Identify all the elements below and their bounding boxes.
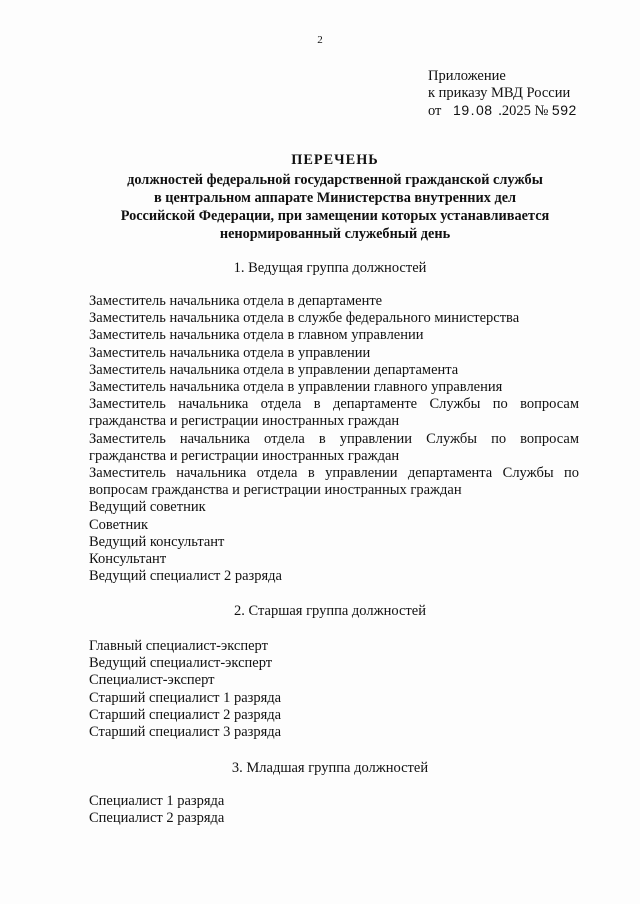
date-month: 08	[476, 102, 493, 118]
list-item: Заместитель начальника отдела в департаменте	[89, 293, 383, 309]
list-item: Заместитель начальника отдела в главном управлении	[89, 327, 424, 344]
list-item: Специалист 2 разряда	[89, 810, 225, 827]
list-item: Специалист-эксперт	[89, 672, 215, 689]
list-item: Ведущий специалист-эксперт	[89, 655, 273, 672]
list-item: Ведущий советник	[89, 499, 206, 516]
section-list-junior	[89, 793, 579, 827]
title-line: должностей федеральной государственной гражданской службы	[127, 172, 543, 188]
appendix-block	[428, 68, 628, 120]
appendix-date-line: от 19.08 .2025 № 592	[428, 102, 577, 119]
section-heading-junior: 3. Младшая группа должностей	[231, 760, 429, 776]
list-item: Консультант	[89, 551, 167, 568]
title-main: ПЕРЕЧЕНЬ	[291, 152, 379, 168]
title-line: Российской Федерации, при замещении которых устанавливается	[120, 208, 550, 224]
list-item: Специалист 1 разряда	[89, 793, 225, 809]
section-list-senior	[89, 638, 579, 741]
title-line: в центральном аппарате Министерства внутренних дел	[153, 190, 517, 206]
order-number: 592	[551, 102, 577, 118]
list-item: Главный специалист-эксперт	[89, 638, 268, 654]
number-sign: №	[534, 103, 549, 119]
section-list-lead	[89, 293, 579, 585]
list-item: Заместитель начальника отдела в службе федерального министерства	[89, 310, 520, 327]
list-item: Старший специалист 2 разряда	[89, 706, 282, 723]
page-number: 2	[317, 34, 323, 46]
section-heading-lead: 1. Ведущая группа должностей	[233, 260, 427, 276]
appendix-line-2: к приказу МВД России	[428, 85, 571, 101]
date-year: .2025	[498, 103, 531, 119]
title-line: ненормированный служебный день	[219, 226, 451, 242]
list-item: Заместитель начальника отдела в управлении департамента Службы по вопросам гражданства и регистрации иностранных граждан	[89, 465, 579, 499]
date-prefix: от	[428, 103, 442, 119]
document-title	[60, 151, 610, 243]
list-item: Заместитель начальника отдела в департаменте Службы по вопросам гражданства и регистрации иностранных граждан	[89, 396, 579, 430]
appendix-line-1: Приложение	[428, 68, 506, 84]
list-item: Старший специалист 3 разряда	[89, 724, 282, 741]
list-item: Заместитель начальника отдела в управлении главного управления	[89, 379, 503, 396]
list-item: Ведущий консультант	[89, 533, 225, 550]
list-item: Ведущий специалист 2 разряда	[89, 568, 282, 585]
list-item: Заместитель начальника отдела в управлении	[89, 344, 371, 361]
section-heading-senior: 2. Старшая группа должностей	[234, 603, 426, 619]
list-item: Заместитель начальника отдела в управлении Службы по вопросам гражданства и регистрации иностранных граждан	[89, 430, 579, 464]
list-item: Советник	[89, 516, 149, 533]
date-day: 19	[453, 102, 470, 118]
list-item: Заместитель начальника отдела в управлении департамента	[89, 361, 459, 378]
list-item: Старший специалист 1 разряда	[89, 689, 282, 706]
